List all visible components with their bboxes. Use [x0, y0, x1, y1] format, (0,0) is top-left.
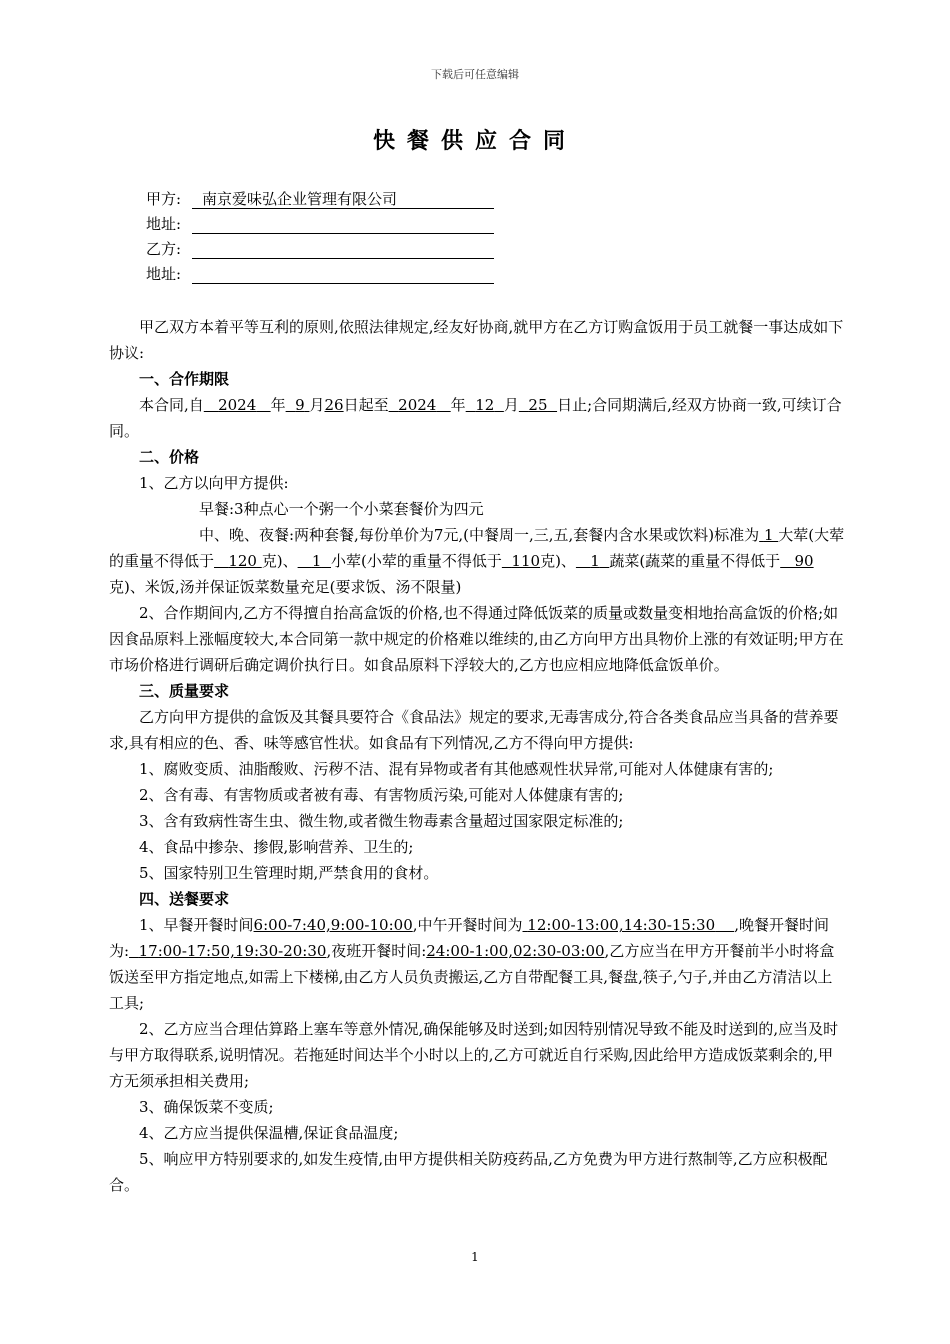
end-year: 2024	[398, 396, 437, 414]
night-time: 24:00-1:00,02:30-03:00	[426, 942, 605, 960]
breakfast-line: 早餐:3种点心一个粥一个小菜套餐价为四元	[199, 500, 484, 518]
meal-standard-paragraph: 中、晚、夜餐:两种套餐,每份单价为7元,(中餐周一,三,五,套餐内含水果或饮料)标准为 1 大荤(大荤的重量不得低于 120 克)、 1 小荤(小荤的重量不得低于 110克)、 1 蔬菜(蔬菜的重量不得低于 90克)、米饭,汤并保证饭菜数量充足(要求饭、汤不限量)	[109, 526, 845, 596]
veg-weight: 90	[794, 552, 814, 570]
delivery-item: 4、乙方应当提供保温槽,保证食品温度;	[139, 1124, 399, 1142]
end-month: 12	[475, 396, 495, 414]
delivery-item: 2、乙方应当合理估算路上塞车等意外情况,确保能够及时送到;如因特别情况导致不能及时送到的,应当及时与甲方取得联系,说明情况。若拖延时间达半个小时以上的,乙方可就近自行采购,因此给甲方造成饭菜剩余的,甲方无须承担相关费用;	[109, 1020, 839, 1090]
dinner-time: 17:00-17:50,19:30-20:30	[138, 942, 327, 960]
small-meat-count: 1	[311, 552, 322, 570]
party-b-address-row	[146, 263, 181, 285]
term-paragraph: 本合同,自 2024 年 9 月26日起至 2024 年 12 月 25 日止;合同期满后,经双方协商一致,可续订合同。	[109, 396, 842, 440]
big-meat-count: 1	[763, 526, 774, 544]
quality-intro: 乙方向甲方提供的盒饭及其餐具要符合《食品法》规定的要求,无毒害成分,符合各类食品应当具备的营养要求,具有相应的色、香、味等感官性状。如食品有下列情况,乙方不得向甲方提供:	[109, 708, 839, 752]
start-month: 9	[295, 396, 305, 414]
start-year: 2024	[218, 396, 257, 414]
end-day: 25	[528, 396, 548, 414]
page-number: 1	[471, 1250, 479, 1264]
price-item-2: 2、合作期间内,乙方不得擅自抬高盒饭的价格,也不得通过降低饭菜的质量或数量变相地抬高盒饭的价格;如因食品原料上涨幅度较大,本合同第一款中规定的价格难以维续的,由乙方向甲方出具物价上涨的有效证明;甲方在市场价格进行调研后确定调价执行日。如食品原料下浮较大的,乙方也应相应地降低盒饭单价。	[109, 604, 844, 674]
small-meat-weight: 110	[511, 552, 541, 570]
quality-item: 3、含有致病性寄生虫、微生物,或者微生物毒素含量超过国家限定标准的;	[139, 812, 624, 830]
price-item-1: 1、乙方以向甲方提供:	[139, 474, 289, 492]
contract-body	[109, 314, 847, 1198]
delivery-item: 5、响应甲方特别要求的,如发生疫情,由甲方提供相关防疫药品,乙方免费为甲方进行熬制等,乙方应积极配合。	[109, 1150, 828, 1194]
party-b-field	[192, 240, 494, 259]
intro-paragraph: 甲乙双方本着平等互利的原则,依照法律规定,经友好协商,就甲方在乙方订购盒饭用于员工就餐一事达成如下协议:	[109, 318, 844, 362]
quality-item: 1、腐败变质、油脂酸败、污秽不洁、混有异物或者有其他感观性状异常,可能对人体健康有害的;	[139, 760, 774, 778]
document-title: 快餐供应合同	[372, 129, 577, 154]
section-heading: 四、送餐要求	[139, 890, 230, 908]
quality-item: 4、食品中掺杂、掺假,影响营养、卫生的;	[139, 838, 414, 856]
quality-item: 5、国家特别卫生管理时期,严禁食用的食材。	[139, 864, 439, 882]
header-note: 下载后可任意编辑	[431, 68, 519, 81]
party-b-label: 乙方:	[146, 240, 182, 258]
party-b-address-field	[192, 265, 494, 284]
big-meat-weight: 120	[228, 552, 257, 570]
party-b-row	[146, 238, 181, 260]
party-a-label: 甲方:	[146, 190, 182, 208]
section-heading: 三、质量要求	[139, 682, 230, 700]
veg-count: 1	[590, 552, 600, 570]
delivery-item-1: 1、早餐开餐时间6:00-7:40,9:00-10:00,中午开餐时间为 12:00-13:00,14:30-15:30 ,晚餐开餐时间为: 17:00-17:50,19:30-20:30,夜班开餐时间:24:00-1:00,02:30-03:00,乙方应当在甲方开餐前半小时将盒饭送至甲方指定地点,如需上下楼梯,由乙方人员负责搬运,乙方自带配餐工具,餐盘,筷子,勺子,并由乙方清洁以上工具;	[109, 916, 835, 1012]
breakfast-time: 6:00-7:40,9:00-10:00	[253, 916, 413, 934]
party-a-row	[146, 188, 398, 210]
party-a-address-row	[146, 213, 181, 235]
section-heading: 二、价格	[139, 448, 200, 466]
party-b-address-label: 地址:	[146, 265, 182, 283]
party-a-address-field	[192, 215, 494, 234]
lunch-time: 12:00-13:00,14:30-15:30	[527, 916, 716, 934]
delivery-item: 3、确保饭菜不变质;	[139, 1098, 274, 1116]
party-a-address-label: 地址:	[146, 215, 182, 233]
quality-item: 2、含有毒、有害物质或者被有毒、有害物质污染,可能对人体健康有害的;	[139, 786, 624, 804]
start-day: 26	[324, 396, 344, 414]
section-heading: 一、合作期限	[139, 370, 230, 388]
party-a-field: 南京爱味弘企业管理有限公司	[192, 190, 494, 209]
